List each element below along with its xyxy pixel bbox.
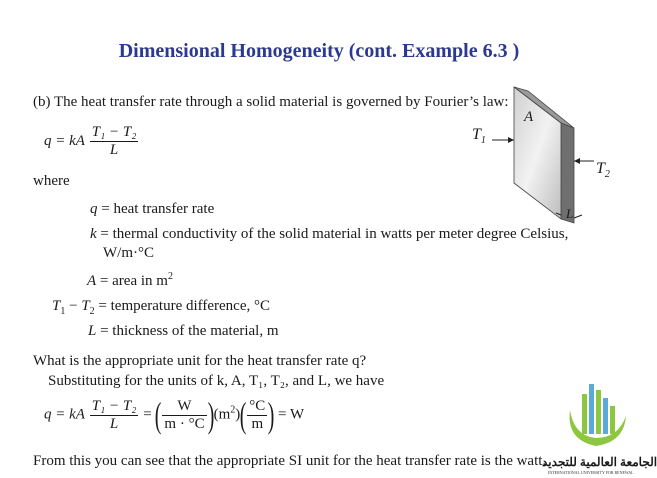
where-label: where [33,173,70,189]
label-A: A [524,109,534,125]
def-q: q = heat transfer rate [90,201,215,217]
def-k-unit: W/m·°C [103,245,154,261]
def-T-text: = temperature difference, °C [98,298,271,314]
unit-c: °C [249,397,266,414]
fourier-equation [44,124,139,159]
equation-lhs: q = kA [44,132,85,149]
unit-m2: (m [213,406,231,423]
slab-figure [470,85,630,230]
label-T2: $T_2$ [596,160,610,181]
unit-m: m [251,415,264,432]
def-A-exp: 2 [167,271,173,282]
unit-equation: q = kA $\frac{\text{T₁ − T₂}}{L}$ = ( $\frac{W}{m \cdot ^\circ C}$ )$(m^2)$( $\frac{^\circ C}{m}$ ) = W [44,395,305,435]
unit-eq-equals: = [143,406,152,423]
unit-eq-lhs: q = kA [44,406,85,423]
label-L: L [566,206,574,221]
unit-m2-close: ) [235,406,241,423]
unit-fraction-c [247,398,267,433]
logo-english-text: INTERNATIONAL UNIVERSITY FOR RENEWAL [548,470,634,475]
label-T1: $T_1$ [472,126,486,147]
def-k-text: = thermal conductivity of the solid material in watts per meter degree Celsius, [100,226,569,242]
equation-fraction [90,124,139,159]
def-k: k = thermal conductivity of the solid material in watts per meter degree Celsius, [90,226,569,242]
def-q-text: = heat transfer rate [101,201,215,217]
logo-arabic-text: الجامعة العالمية للتجديد [542,455,657,469]
def-L: L = thickness of the material, m [88,323,279,339]
university-logo-icon [560,380,632,458]
unit-m2-exp: 2 [230,404,236,416]
unit-eq-fraction [90,398,139,433]
def-T: $T_1 - T_2$ = temperature difference, °C [52,298,271,317]
unit-eq-numerator: T₁ − T₂ [91,397,137,414]
def-A: A = area in $m^2$ [87,271,173,289]
unit-w: W [162,398,206,416]
unit-mc: m · °C [164,415,205,432]
question-text: What is the appropriate unit for the heat transfer rate q? [33,353,367,369]
substituting-text: Substituting for the units of k, A, T₁, T₂, and L, we have [48,373,385,389]
def-L-text: = thickness of the material, m [100,323,279,339]
unit-fraction-w [162,398,206,433]
def-A-text: = area in m [99,273,168,289]
intro-text: (b) The heat transfer rate through a solid material is governed by Fourier’s law: [33,94,509,110]
fraction-numerator: T₁ − T₂ [91,124,137,140]
fraction-denominator: L [109,142,119,158]
unit-eq-denominator: L [109,415,119,432]
slide-title: Dimensional Homogeneity (cont. Example 6.3 ) [118,40,520,62]
unit-result: = W [278,406,305,423]
conclusion-text: From this you can see that the appropriate SI unit for the heat transfer rate is the watt. [33,453,547,469]
